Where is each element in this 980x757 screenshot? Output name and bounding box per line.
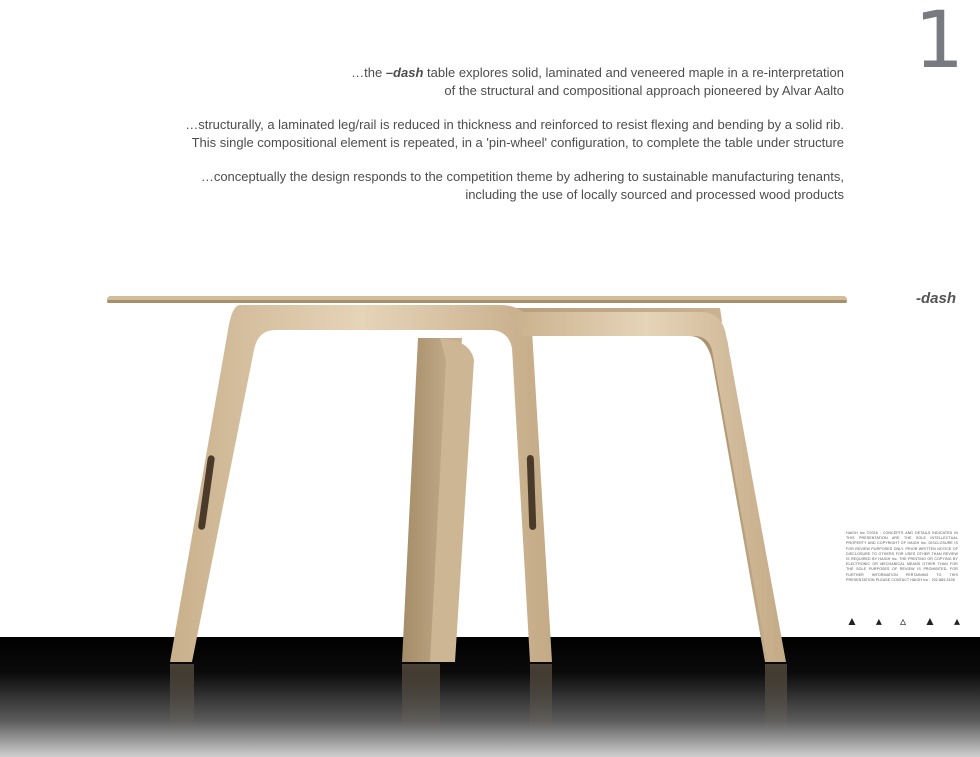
logo-mark-3-icon: ▵ [899, 614, 907, 628]
product-name-label: -dash [915, 290, 956, 307]
logo-mark-4-icon: ▲ [924, 614, 936, 628]
description-paragraph-1: …the –dash table explores solid, laminated and veneered maple in a re-interpretation of the structural and compositional approach pioneered by Alvar Aalto [351, 65, 844, 98]
table-leg-front-left [170, 305, 552, 662]
description-paragraph-3: …conceptually the design responds to the competition theme by adhering to sustainable manufacturing tenants, including the use of locally sourced and processed wood products [200, 169, 844, 202]
copyright-notice: HAIGH Inc ©2016 : CONCEPTS AND DETAILS INDICATED IN THIS PRESENTATION ARE THE SOLE INTELLECTUAL PROPERTY AND COPYRIGHT OF HAIGH Inc. DISCLOSURE IS FOR REVIEW PURPOSES ONLY. PRIOR WRITTEN NOTICE OF DISCLOSURE TO OTHERS FOR USES OTHER THAN REVIEW IS REQUIRED BY HAIGH Inc. THE PRINTING OR COPYING BY ELECTRONIC OR MECHANICAL MEANS OTHER THAN FOR THE SOLE PURPOSES OF REVIEW IS PROHIBITED. FOR FURTHER INFORMATION PERTAINING TO THIS PRESENTATION PLEASE CONTACT HAIGH Inc : 202.869.3495 [846, 531, 958, 582]
sponsor-logos [846, 614, 960, 628]
logo-mark-2-icon: ▴ [875, 614, 882, 628]
page-number: 1 [914, 0, 962, 86]
logo-mark-1-icon: ▲ [846, 614, 858, 628]
description-paragraph-2: …structurally, a laminated leg/rail is reduced in thickness and reinforced to resist flexing and bending by a solid rib. This single compositional element is repeated, in a 'pin-wheel' configuration, to complete the table under structure [185, 117, 844, 150]
logo-mark-5-icon: ▴ [953, 614, 960, 628]
table-leg-front-right [508, 312, 786, 662]
product-name-inline: –dash [385, 65, 424, 80]
